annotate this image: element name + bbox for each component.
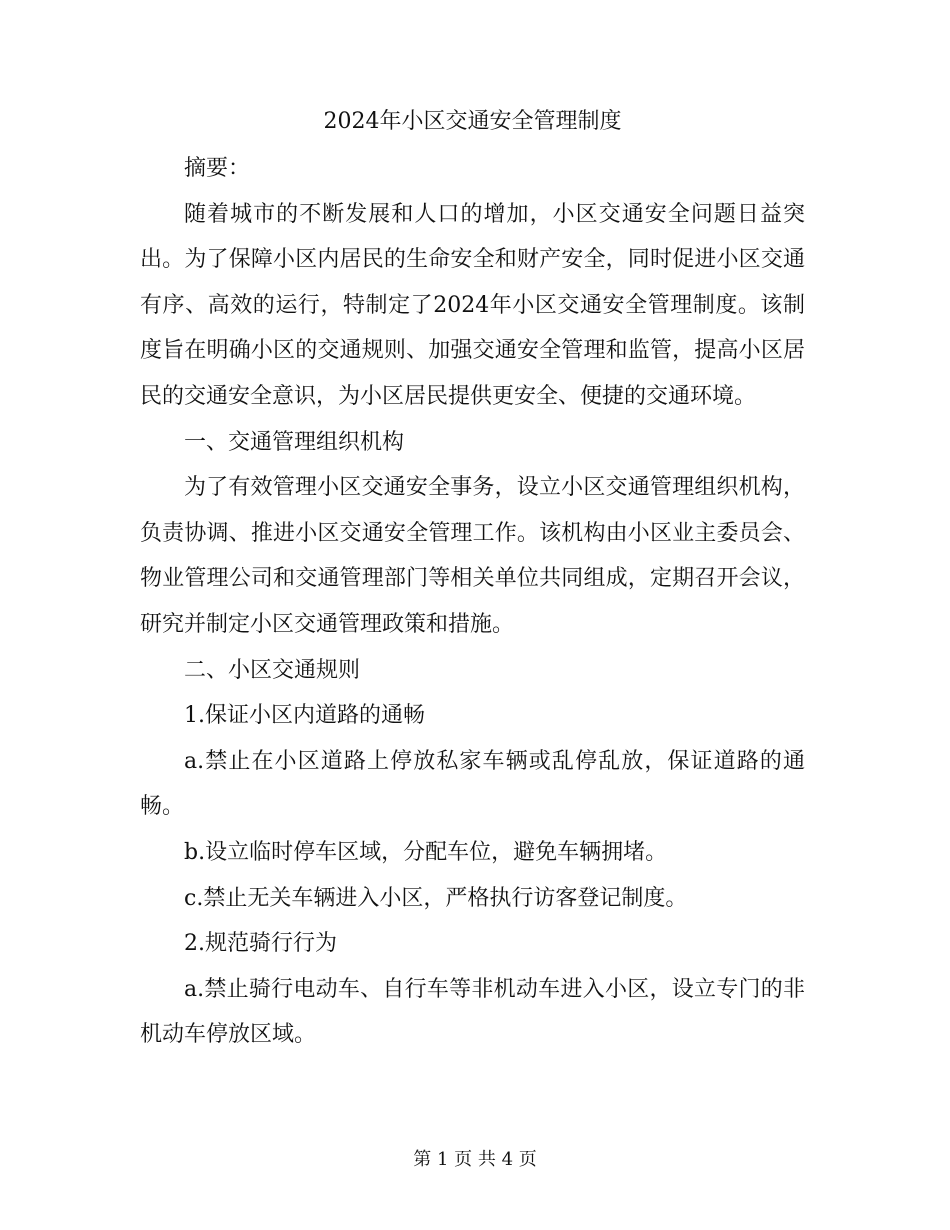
organization-paragraph: 为了有效管理小区交通安全事务，设立小区交通管理组织机构，负责协调、推进小区交通安全管理工作。该机构由小区业主委员会、物业管理公司和交通管理部门等相关单位共同组成，定期召开会议，研究并制定小区交通管理政策和措施。 [140,475,805,637]
section-heading-organization: 一、交通管理组织机构 [184,429,405,455]
rule-heading-cycling: 2.规范骑行行为 [184,931,337,957]
page-indicator: 第 1 页 共 4 页 [413,1149,537,1170]
abstract-paragraph: 随着城市的不断发展和人口的增加，小区交通安全问题日益突出。为了保障小区内居民的生命安全和财产安全，同时促进小区交通有序、高效的运行，特制定了2024年小区交通安全管理制度。该制度旨在明确小区的交通规则、加强交通安全管理和监管，提高小区居民的交通安全意识，为小区居民提供更安全、便捷的交通环境。 [140,201,805,409]
rule-item-visitor-registration: c.禁止无关车辆进入小区，严格执行访客登记制度。 [184,885,688,911]
rule-item-no-parking: a.禁止在小区道路上停放私家车辆或乱停乱放，保证道路的通畅。 [140,748,805,820]
section-heading-rules: 二、小区交通规则 [184,657,361,683]
abstract-heading: 摘要： [184,156,251,181]
rule-item-non-motor-vehicles: a.禁止骑行电动车、自行车等非机动车进入小区，设立专门的非机动车停放区域。 [140,976,805,1048]
document-body [140,104,805,1058]
document-title: 2024年小区交通安全管理制度 [323,109,622,134]
rule-item-temp-parking: b.设立临时停车区域，分配车位，避免车辆拥堵。 [184,839,668,865]
rule-heading-road-clear: 1.保证小区内道路的通畅 [184,703,425,729]
